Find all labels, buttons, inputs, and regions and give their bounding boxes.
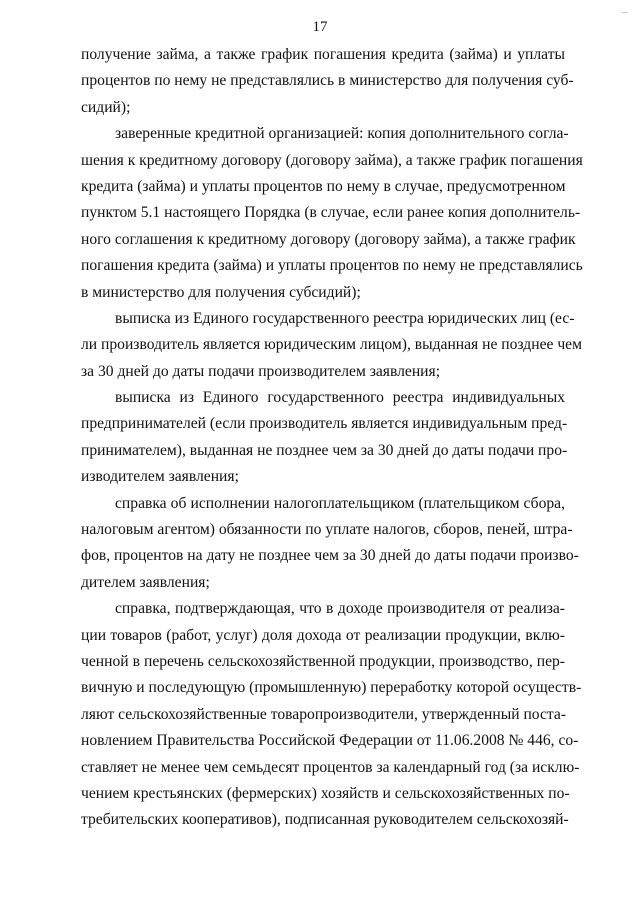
text-line: требительских кооперативов), подписанная руководителем сельскохозяй-	[81, 811, 569, 829]
text-line: дителем заявления;	[81, 573, 210, 591]
text-line: ляют сельскохозяйственные товаропроизводители, утвержденный поста-	[81, 705, 567, 723]
text-line: в министерство для получения субсидий);	[81, 283, 361, 301]
paragraph-first-line: справка об исполнении налогоплательщиком (плательщиком сбора,	[115, 494, 565, 512]
paragraph-first-line: выписка из Единого государственного реестра индивидуальных	[115, 389, 565, 407]
text-line: ного соглашения к кредитному договору (договору займа), а также график	[81, 230, 576, 248]
scan-artifact	[622, 12, 628, 13]
text-line: ченной в перечень сельскохозяйственной продукции, производство, пер-	[81, 652, 565, 670]
text-line: изводителем заявления;	[81, 468, 239, 486]
text-line: процентов по нему не представлялись в министерство для получения суб-	[81, 72, 574, 90]
text-line: чением крестьянских (фермерских) хозяйств и сельскохозяйственных по-	[81, 784, 570, 802]
text-line: предпринимателей (если производитель является индивидуальным пред-	[81, 415, 568, 433]
text-line: погашения кредита (займа) и уплаты процентов по нему не представлялись	[81, 257, 583, 275]
text-line: вичную и последующую (промышленную) переработку которой осуществ-	[81, 679, 582, 697]
text-line: ставляет не менее чем семьдесят процентов за календарный год (за исклю-	[81, 758, 580, 776]
text-line: получение займа, а также график погашения кредита (займа) и уплаты	[81, 46, 565, 63]
paragraph-first-line: справка, подтверждающая, что в доходе производителя от реализа-	[115, 600, 565, 618]
text-line: за 30 дней до даты подачи производителем заявления;	[81, 362, 441, 380]
paragraph-first-line: выписка из Единого государственного реестра юридических лиц (ес-	[115, 309, 575, 327]
text-line: пунктом 5.1 настоящего Порядка (в случае, если ранее копия дополнитель-	[81, 204, 581, 222]
text-line: фов, процентов на дату не позднее чем за 30 дней до даты подачи произво-	[81, 547, 579, 565]
text-line: ции товаров (работ, услуг) доля дохода от реализации продукции, вклю-	[81, 626, 565, 644]
text-line: новлением Правительства Российской Федерации от 11.06.2008 № 446, со-	[81, 732, 579, 750]
page-number: 17	[312, 19, 328, 35]
text-line: ли производитель является юридическим лицом), выданная не позднее чем	[81, 336, 582, 354]
document-body	[81, 42, 583, 834]
text-line: сидий);	[81, 98, 131, 116]
text-line: кредита (займа) и уплаты процентов по нему в случае, предусмотренном	[81, 177, 566, 195]
paragraph-first-line: заверенные кредитной организацией: копия дополнительного согла-	[115, 125, 569, 143]
text-line: принимателем), выданная не позднее чем за 30 дней до даты подачи про-	[81, 441, 568, 459]
text-line: шения к кредитному договору (договору займа), а также график погашения	[81, 151, 583, 169]
text-line: налоговым агентом) обязанности по уплате налогов, сборов, пеней, штра-	[81, 521, 573, 539]
